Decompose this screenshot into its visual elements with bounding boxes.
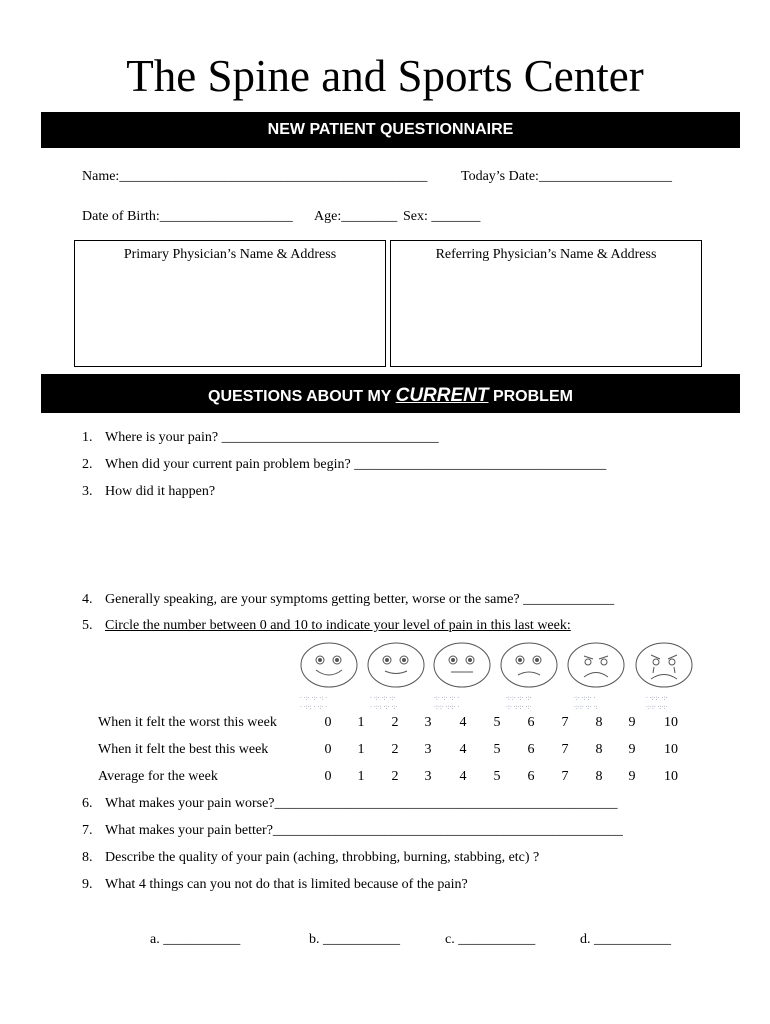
- pain-scale-value-0[interactable]: 0: [324, 715, 332, 730]
- pain-scale-value-5[interactable]: 5: [493, 769, 501, 784]
- question-number: 7.: [82, 823, 93, 838]
- pain-scale-value-1[interactable]: 1: [357, 715, 365, 730]
- pain-scale-value-8[interactable]: 8: [595, 769, 603, 784]
- question-text: What 4 things can you not do that is limited because of the pain?: [105, 877, 468, 892]
- svg-text:·:· ·:·:· ·: ·:· ·:·:· ·: [574, 695, 596, 702]
- pain-face-0-icon: [301, 643, 357, 687]
- pain-scale-value-6[interactable]: 6: [527, 715, 535, 730]
- primary-physician-label: Primary Physician’s Name & Address: [123, 247, 337, 262]
- pain-scale-value-1[interactable]: 1: [357, 742, 365, 757]
- section-suffix: PROBLEM: [488, 388, 573, 405]
- pain-scale-value-8[interactable]: 8: [595, 742, 603, 757]
- question-text[interactable]: How did it happen?: [105, 484, 216, 499]
- pain-face-10-icon: [636, 643, 692, 687]
- pain-scale-value-2[interactable]: 2: [391, 715, 399, 730]
- pain-scale-value-5[interactable]: 5: [493, 715, 501, 730]
- pain-scale-value-7[interactable]: 7: [561, 715, 569, 730]
- pain-scale-value-4[interactable]: 4: [459, 742, 467, 757]
- limitation-d[interactable]: d. ___________: [580, 932, 671, 947]
- svg-text:·:· ·:·:· ·:·: ·:· ·:·:· ·:·: [506, 704, 532, 711]
- svg-text:·:·:· ·:·:·: ·:·:· ·:·:·: [646, 704, 668, 711]
- pain-scale-value-8[interactable]: 8: [595, 715, 603, 730]
- pain-scale-value-9[interactable]: 9: [628, 742, 636, 757]
- svg-text:·:· ·:· ·:· ·: ·:· ·:· ·:· ·: [434, 695, 460, 702]
- svg-text:· ·:·:· ·:·: · ·:·:· ·:·: [646, 695, 668, 702]
- pain-faces-strip: [296, 640, 706, 714]
- svg-text:· ·:· ·:· ·:·: · ·:· ·:· ·:·: [370, 695, 396, 702]
- pain-scale-value-6[interactable]: 6: [527, 769, 535, 784]
- name-field[interactable]: Name:____________________________________________: [82, 169, 428, 184]
- question-number: 9.: [82, 877, 93, 892]
- question-text[interactable]: Generally speaking, are your symptoms getting better, worse or the same? _____________: [105, 592, 615, 607]
- pain-scale-value-3[interactable]: 3: [424, 769, 432, 784]
- referring-physician-box[interactable]: [390, 240, 702, 367]
- pain-scale-value-5[interactable]: 5: [493, 742, 501, 757]
- pain-scale-value-2[interactable]: 2: [391, 769, 399, 784]
- pain-scale-value-10[interactable]: 10: [664, 742, 678, 757]
- section-emphasis: CURRENT: [395, 385, 489, 406]
- svg-text:·:·:· ·:· ·:: ·:·:· ·:· ·:: [574, 704, 598, 711]
- referring-physician-label: Referring Physician’s Name & Address: [435, 247, 657, 262]
- pain-scale-value-9[interactable]: 9: [628, 715, 636, 730]
- pain-scale-row-label: Average for the week: [98, 769, 218, 784]
- dob-field[interactable]: Date of Birth:___________________: [82, 209, 293, 224]
- pain-face-6-icon: [501, 643, 557, 687]
- pain-face-4-icon: [434, 643, 490, 687]
- pain-scale-value-7[interactable]: 7: [561, 769, 569, 784]
- primary-physician-box[interactable]: [74, 240, 386, 367]
- limitation-a[interactable]: a. ___________: [150, 932, 241, 947]
- pain-scale-value-3[interactable]: 3: [424, 715, 432, 730]
- limitation-c[interactable]: c. ___________: [445, 932, 536, 947]
- svg-text:· ·:·: ·:· ·:·: · ·:·: ·:· ·:·: [370, 704, 398, 711]
- question-number: 5.: [82, 618, 93, 633]
- question-text[interactable]: When did your current pain problem begin? ____________________________________: [105, 457, 607, 472]
- svg-text:·:·:· ·:· ·:·: ·:·:· ·:· ·:·: [506, 695, 532, 702]
- pain-scale-value-10[interactable]: 10: [664, 715, 678, 730]
- question-number: 3.: [82, 484, 93, 499]
- page-title: The Spine and Sports Center: [126, 51, 644, 101]
- question-number: 2.: [82, 457, 93, 472]
- pain-face-8-icon: [568, 643, 624, 687]
- pain-scale-value-9[interactable]: 9: [628, 769, 636, 784]
- question-text[interactable]: What makes your pain worse?_________________________________________________: [105, 796, 618, 811]
- pain-face-2-icon: [368, 643, 424, 687]
- questionnaire-banner: NEW PATIENT QUESTIONNAIRE: [41, 112, 740, 148]
- age-field[interactable]: Age:________: [314, 209, 398, 224]
- question-number: 1.: [82, 430, 93, 445]
- sex-field[interactable]: Sex: _______: [403, 209, 481, 224]
- pain-scale-value-4[interactable]: 4: [459, 769, 467, 784]
- question-text: Circle the number between 0 and 10 to indicate your level of pain in this last week:: [105, 618, 571, 633]
- todays-date-field[interactable]: Today’s Date:___________________: [461, 169, 672, 184]
- question-text[interactable]: Where is your pain? _______________________________: [105, 430, 439, 445]
- section-prefix: QUESTIONS ABOUT MY: [208, 388, 396, 405]
- question-number: 6.: [82, 796, 93, 811]
- section-banner: [41, 374, 740, 413]
- question-text[interactable]: What makes your pain better?__________________________________________________: [105, 823, 623, 838]
- pain-scale-row-label: When it felt the best this week: [98, 742, 269, 757]
- question-number: 8.: [82, 850, 93, 865]
- question-text[interactable]: Describe the quality of your pain (aching, throbbing, burning, stabbing, etc) ?: [105, 850, 540, 865]
- pain-scale-value-6[interactable]: 6: [527, 742, 535, 757]
- svg-text:·:·:· ·:·:· ·: ·:·:· ·:·:· ·: [434, 704, 460, 711]
- pain-scale-value-0[interactable]: 0: [324, 769, 332, 784]
- pain-faces-svg: [296, 640, 706, 714]
- question-number: 4.: [82, 592, 93, 607]
- pain-scale-value-10[interactable]: 10: [664, 769, 678, 784]
- pain-scale-value-1[interactable]: 1: [357, 769, 365, 784]
- pain-scale-value-3[interactable]: 3: [424, 742, 432, 757]
- pain-scale-value-4[interactable]: 4: [459, 715, 467, 730]
- pain-scale-value-0[interactable]: 0: [324, 742, 332, 757]
- svg-text:· ·:·: · ·:· ·: · ·:·: · ·:· ·: [300, 704, 328, 711]
- pain-scale-value-7[interactable]: 7: [561, 742, 569, 757]
- svg-text:· ·:· ·:· ·: ·: · ·:· ·:· ·: ·: [300, 695, 328, 702]
- limitation-b[interactable]: b. ___________: [309, 932, 400, 947]
- pain-scale-value-2[interactable]: 2: [391, 742, 399, 757]
- pain-scale-row-label: When it felt the worst this week: [98, 715, 277, 730]
